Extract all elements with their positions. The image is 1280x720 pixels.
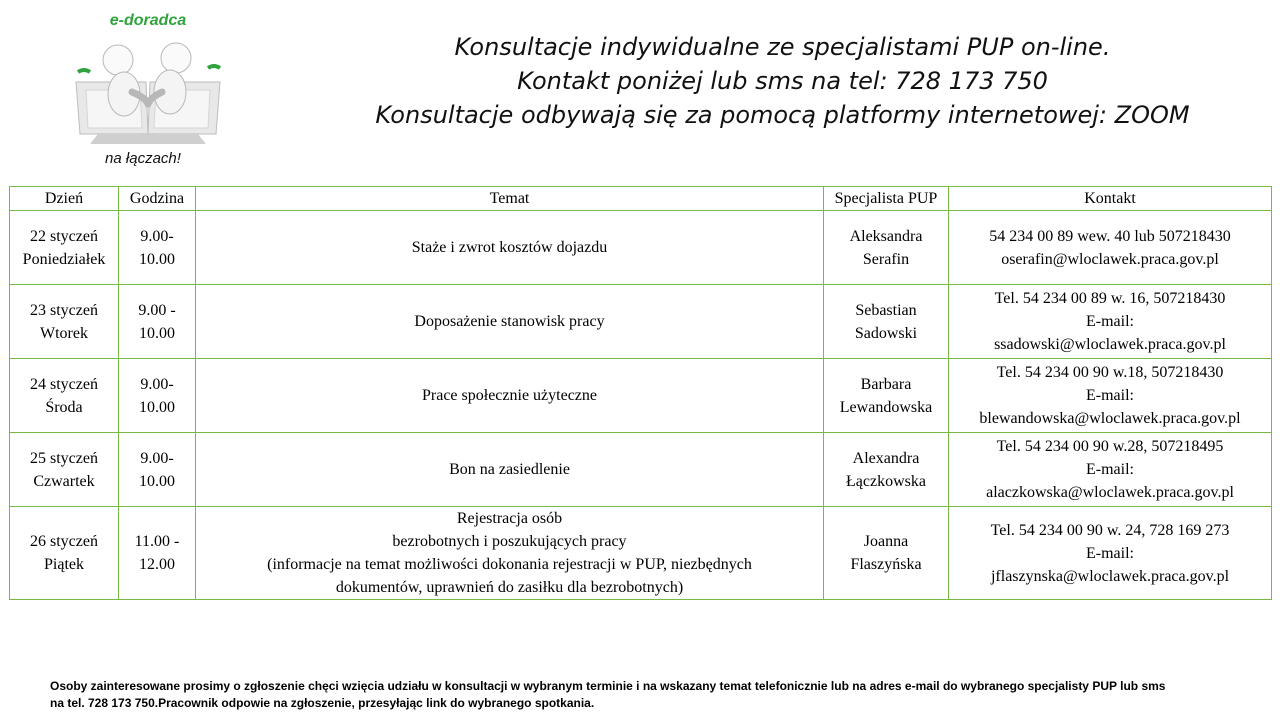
table-row	[10, 285, 1272, 359]
contact-line: oserafin@wloclawek.praca.gov.pl	[1001, 250, 1219, 268]
day-cell	[10, 285, 119, 359]
day-line: 26 styczeń	[30, 533, 98, 550]
topic-cell	[196, 211, 824, 285]
topic-cell	[196, 507, 824, 600]
day-line: Piątek	[44, 556, 84, 573]
hour-cell	[119, 211, 196, 285]
logo-brand: e-doradca	[109, 12, 187, 29]
table-row	[10, 359, 1272, 433]
specialist-cell	[824, 433, 949, 507]
consultation-schedule-table	[9, 186, 1272, 600]
contact-line: blewandowska@wloclawek.praca.gov.pl	[979, 410, 1241, 427]
contact-line: E-mail:	[1086, 387, 1134, 404]
specialist-line: Barbara	[860, 375, 912, 393]
topic-cell	[196, 359, 824, 433]
header-contact: Kontakt	[949, 187, 1272, 211]
hour-cell	[119, 285, 196, 359]
table-header-row	[10, 187, 1272, 211]
contact-line: Tel. 54 234 00 90 w.28, 507218495	[996, 438, 1224, 455]
specialist-cell	[824, 285, 949, 359]
specialist-cell	[824, 507, 949, 600]
contact-cell	[949, 211, 1272, 285]
hour-cell	[119, 507, 196, 600]
footer-line-1: Osoby zainteresowane prosimy o zgłoszenie chęci wzięcia udziału w konsultacji w wybranym terminie i na wskazany temat telefonicznie lub na adres e-mail do wybranego specjalisty PUP lub sms	[50, 679, 1166, 693]
hour-line: 9.00 -	[138, 301, 176, 319]
contact-line: Tel. 54 234 00 90 w. 24, 728 169 273	[990, 521, 1230, 539]
topic-cell	[196, 285, 824, 359]
hour-line: 10.00	[139, 398, 175, 416]
contact-line: jflaszynska@wloclawek.praca.gov.pl	[990, 567, 1230, 585]
hour-line: 9.00-	[140, 227, 174, 245]
topic-line: bezrobotnych i poszukujących pracy	[392, 533, 627, 550]
footer-note	[50, 678, 1260, 712]
page-header	[285, 30, 1280, 132]
specialist-line: Flaszyńska	[850, 556, 922, 573]
topic-line: Prace społecznie użyteczne	[421, 387, 597, 404]
e-doradca-logo	[58, 10, 238, 175]
topic-line: Bon na zasiedlenie	[449, 461, 570, 478]
contact-line: 54 234 00 89 wew. 40 lub 507218430	[989, 227, 1231, 245]
day-line: 22 styczeń	[30, 227, 98, 245]
day-cell	[10, 507, 119, 600]
contact-line: E-mail:	[1086, 313, 1134, 330]
topic-cell	[196, 433, 824, 507]
header-line-2: Kontakt poniżej lub sms na tel: 728 173 750	[517, 67, 1048, 95]
specialist-line: Łączkowska	[846, 472, 926, 490]
contact-line: E-mail:	[1086, 544, 1134, 562]
header-day: Dzień	[10, 187, 119, 211]
contact-line: E-mail:	[1086, 461, 1134, 478]
footer-line-2: na tel. 728 173 750.Pracownik odpowie na zgłoszenie, przesyłając link do wybranego spotkania.	[50, 696, 595, 710]
hour-cell	[119, 433, 196, 507]
day-cell	[10, 433, 119, 507]
header-line-1: Konsultacje indywidualne ze specjalistami PUP on-line.	[454, 33, 1111, 61]
hour-line: 11.00 -	[134, 533, 180, 550]
day-line: Środa	[45, 398, 83, 416]
topic-line: dokumentów, uprawnień do zasiłku dla bezrobotnych)	[335, 579, 684, 596]
table-row	[10, 433, 1272, 507]
day-line: 24 styczeń	[30, 375, 98, 393]
contact-cell	[949, 285, 1272, 359]
day-line: 23 styczeń	[30, 301, 98, 319]
contact-line: Tel. 54 234 00 90 w.18, 507218430	[996, 364, 1224, 381]
header-topic: Temat	[196, 187, 824, 211]
specialist-line: Sadowski	[854, 324, 918, 342]
day-line: 25 styczeń	[30, 449, 98, 467]
specialist-line: Alexandra	[852, 449, 920, 467]
hour-line: 10.00	[139, 250, 175, 268]
header-hour: Godzina	[119, 187, 196, 211]
day-line: Poniedziałek	[22, 250, 106, 268]
day-line: Wtorek	[40, 324, 88, 342]
specialist-cell	[824, 211, 949, 285]
specialist-line: Joanna	[863, 533, 909, 550]
contact-line: alaczkowska@wloclawek.praca.gov.pl	[986, 484, 1234, 501]
day-line: Czwartek	[33, 472, 95, 490]
hour-cell	[119, 359, 196, 433]
table-row	[10, 507, 1272, 600]
hour-line: 9.00-	[140, 375, 174, 393]
contact-cell	[949, 507, 1272, 600]
header-line-3: Konsultacje odbywają się za pomocą platformy internetowej: ZOOM	[375, 101, 1190, 129]
specialist-line: Lewandowska	[839, 398, 933, 416]
contact-line: ssadowski@wloclawek.praca.gov.pl	[994, 336, 1226, 353]
table-row	[10, 211, 1272, 285]
day-cell	[10, 359, 119, 433]
hour-line: 12.00	[139, 556, 175, 573]
topic-line: Staże i zwrot kosztów dojazdu	[411, 239, 608, 256]
topic-line: (informacje na temat możliwości dokonania rejestracji w PUP, niezbędnych	[267, 556, 752, 573]
handshake-laptops-icon	[58, 32, 238, 147]
contact-line: Tel. 54 234 00 89 w. 16, 507218430	[994, 290, 1226, 307]
contact-cell	[949, 433, 1272, 507]
hour-line: 10.00	[139, 472, 175, 490]
specialist-cell	[824, 359, 949, 433]
day-cell	[10, 211, 119, 285]
specialist-line: Sebastian	[855, 301, 917, 319]
specialist-line: Serafin	[862, 250, 910, 268]
topic-line: Rejestracja osób	[456, 510, 563, 527]
hour-line: 9.00-	[140, 449, 174, 467]
logo-tagline: na łączach!	[105, 150, 181, 167]
specialist-line: Aleksandra	[849, 227, 923, 245]
contact-cell	[949, 359, 1272, 433]
hour-line: 10.00	[139, 324, 175, 342]
topic-line: Doposażenie stanowisk pracy	[414, 313, 605, 330]
header-specialist: Specjalista PUP	[824, 187, 949, 211]
